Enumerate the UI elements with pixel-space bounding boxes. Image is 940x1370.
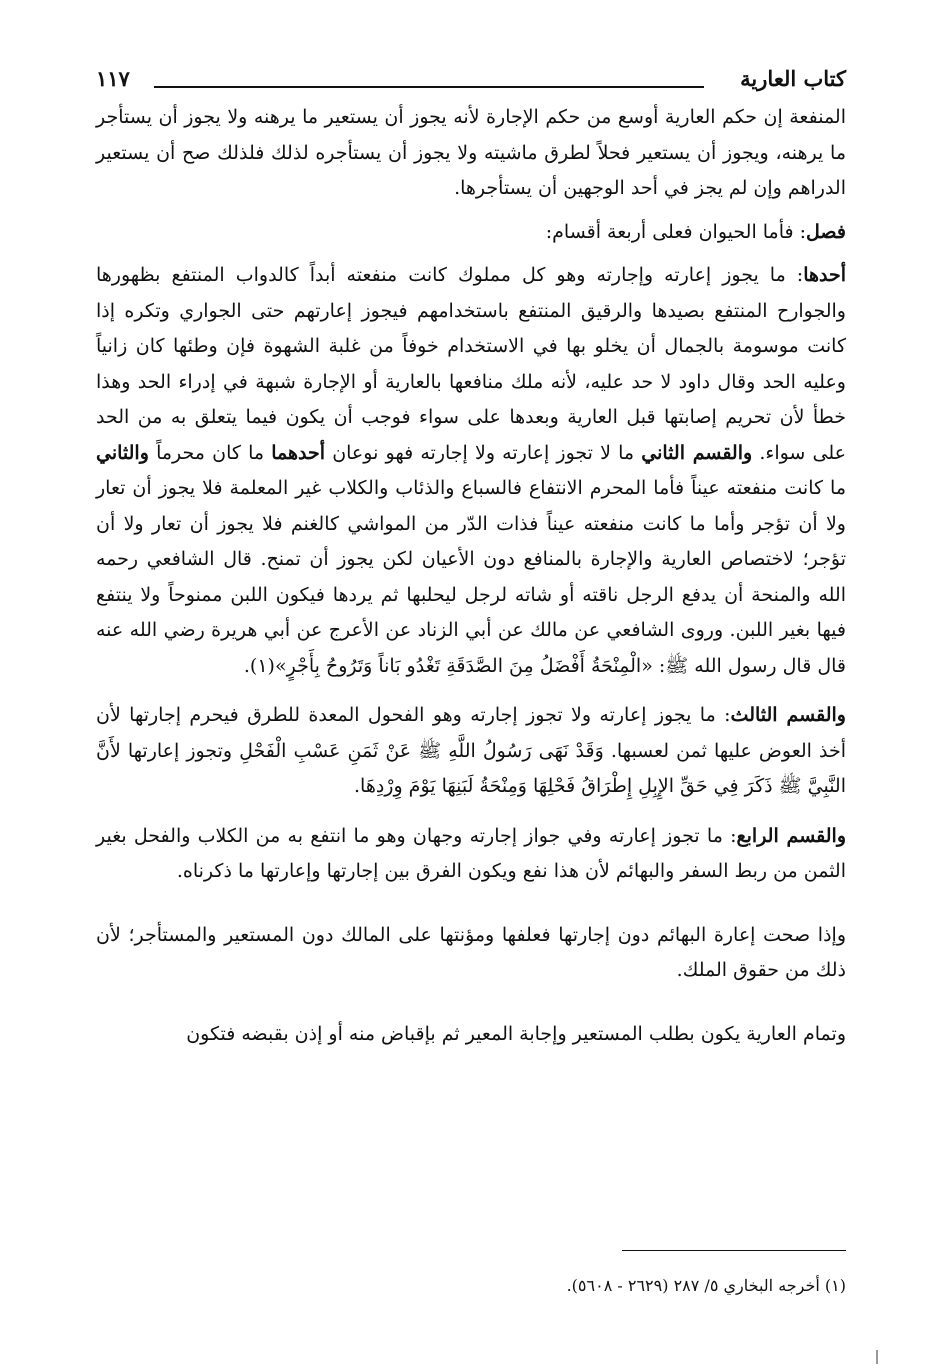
- paragraph-2: [96, 215, 846, 251]
- paragraph-2-text: : فأما الحيوان فعلى أربعة أقسام:: [545, 220, 807, 243]
- running-title: كتاب العارية: [740, 66, 846, 91]
- paragraph-7: وتمام العارية يكون بطلب المستعير وإجابة المعير ثم بإقباض منه أو إذن بقبضه فتكون: [186, 1022, 846, 1045]
- paragraph-2-heading: فصل: [806, 220, 846, 243]
- type-one-text: ما كان محرماً: [156, 441, 265, 464]
- type-two-heading: والثاني: [96, 441, 149, 464]
- section-three-heading: والقسم الثالث: [730, 704, 846, 726]
- paragraph-1: المنفعة إن حكم العارية أوسع من حكم الإجارة لأنه يجوز أن يستعير ما يرهنه ولا يجوز أن يستأجر ما يرهنه، ويجوز أن يستعير فحلاً لطرق ماشيته ولا يجوز أن يستأجره لذلك فلذلك صح أن يستعير الدراهم وإن لم يجز في أحد الوجهين أن يستأجرها.: [96, 106, 847, 199]
- section-two-heading: والقسم الثاني: [641, 441, 753, 464]
- section-four-heading: والقسم الرابع: [736, 824, 847, 847]
- type-one-heading: أحدهما: [271, 441, 326, 464]
- section-one-heading: أحدها: [803, 264, 846, 286]
- body-text: [96, 100, 846, 1052]
- footnote-rule: [622, 1250, 846, 1251]
- footnote: (١) أخرجه البخاري ٥/ ٢٨٧ (٢٦٢٩ - ٥٦٠٨).: [566, 1276, 846, 1295]
- header-rule: [154, 86, 704, 88]
- section-four-text: : ما تجوز إعارته وفي جواز إجارته وجهان وهو ما انتفع به من الكلاب والفحل بغير الثمن من ربط السفر والبهائم لأن هذا نفع ويكون الفرق بين إجارتها وإعارتها ما ذكرناه.: [96, 824, 846, 882]
- section-three-text: : ما يجوز إعارته ولا تجوز إجارته وهو الفحول المعدة للطرق فيحرم إجارتها لأن أخذ العوض عليها ثمن لعسبها. وَقَدْ نَهَى رَسُولُ اللَّهِ ﷺ عَنْ ثَمَنِ عَسْبِ الْفَحْلِ وتجوز إعارتها لأَنَّ النَّبِيَّ ﷺ ذَكَرَ فِي حَقِّ الإِبِلِ إِطْرَاقُ فَحْلِهَا وَمِنْحَةُ لَبَنِهَا يَوْمَ وِرْدِهَا.: [96, 704, 846, 797]
- paragraph-4: [96, 698, 846, 805]
- section-one-text: : ما يجوز إعارته وإجارته وهو كل مملوك كانت منفعته أبداً كالدواب المنتفع بظهورها والجوارح المنتفع بصيدها والرقيق المنتفع باستخدامهم فيجوز إعارتهم حتى الجواري وتكره إذا كانت موسومة بالجمال أن يخلو بها في الاستخدام خوفاً من غلبة الشهوة فإن وطئها كان زانياً وعليه الحد وقال داود لا حد عليه، لأنه ملك منافعها بالعارية أو الإجارة شبهة في إدراء الحد وهذا خطأ لأن تحريم إصابتها قبل العارية وبعدها على سواء فوجب أن يكون فيما يتعلق به من الحد على سواء.: [96, 264, 846, 464]
- section-two-text: ما لا تجوز إعارته ولا إجارته فهو نوعان: [332, 441, 635, 464]
- paragraph-5: [96, 819, 846, 890]
- running-header: [96, 58, 846, 100]
- page-number: ١١٧: [96, 66, 130, 91]
- paragraph-6: وإذا صحت إعارة البهائم دون إجارتها فعلفها ومؤنتها على المالك دون المستعير والمستأجر؛ لأن ذلك من حقوق الملك.: [96, 923, 846, 981]
- paragraph-3: [96, 258, 846, 684]
- margin-mark: [876, 1350, 878, 1364]
- book-page: [96, 58, 846, 1348]
- type-two-text: ما كانت منفعته عيناً فأما المحرم الانتفاع فالسباع والذئاب والكلاب غير المعلمة فلا يجوز أن تعار ولا أن تؤجر وأما ما كانت منفعته عيناً فذات الدّر من المواشي كالغنم فلا يجوز أن تعار ولا أن تؤجر؛ لاختصاص العارية والإجارة بالمنافع دون الأعيان لكن يجوز أن تمنح. قال الشافعي رحمه الله والمنحة أن يدفع الرجل ناقته أو شاته لرجل ليحلبها ثم يردها فيكون اللبن ممنوحاً ولا ينتفع فيها بغير اللبن. وروى الشافعي عن مالك عن أبي الزناد عن الأعرج عن أبي هريرة رضي الله عنه قال قال رسول الله ﷺ: «الْمِنْحَةُ أَفْضَلُ مِنَ الصَّدَقَةِ تَغْدُو بَاناً وَتَرُوحُ بِأَجْرٍ»(١).: [96, 477, 846, 677]
